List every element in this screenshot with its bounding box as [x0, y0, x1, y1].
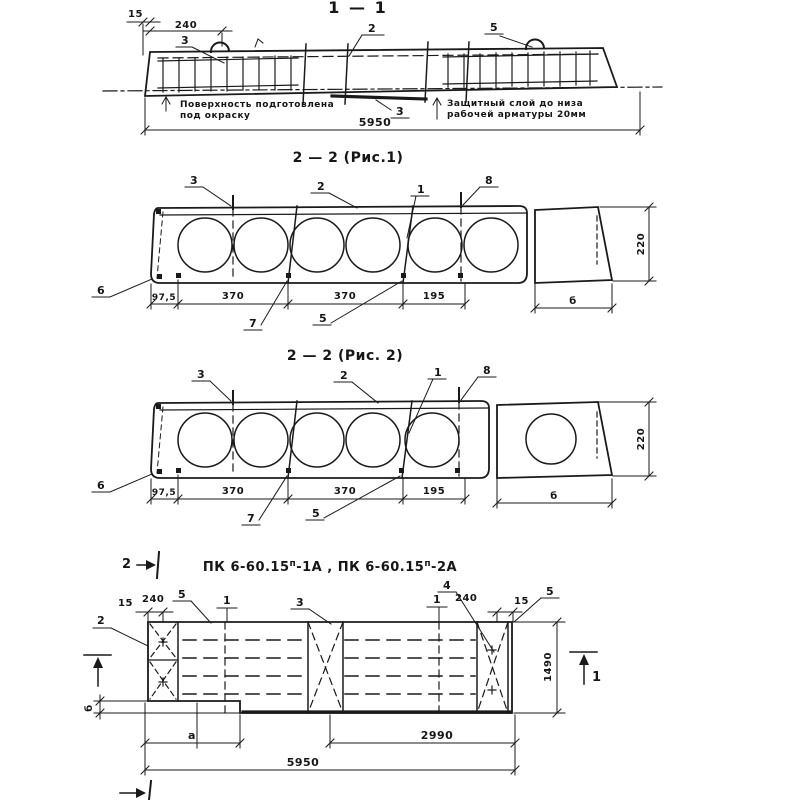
plan-dim-5950: 5950: [286, 756, 320, 769]
callout-3-left: 3: [181, 34, 190, 47]
note-cover-line1: Защитный слой до низа: [447, 99, 584, 109]
hollow-core-circle: [290, 413, 344, 467]
fig1-dim-370a: 370: [221, 291, 245, 302]
fig1-callout-8: 8: [485, 174, 494, 187]
fig1-anchor-dots: [157, 273, 463, 279]
hollow-core-circle: [346, 413, 400, 467]
plan-right-loop-column: [477, 622, 508, 713]
fig2-dim-370b: 370: [333, 486, 357, 497]
fig2-dim-195: 195: [422, 486, 446, 497]
fig1-dim-220: 220: [636, 232, 647, 256]
hollow-core-circle: [405, 413, 459, 467]
note-paint: [162, 97, 334, 121]
plan-dim-15-left: 15: [118, 598, 133, 609]
plan-middle-column: [308, 622, 343, 713]
callout-2: 2: [368, 22, 377, 35]
fig1-hollow-cores: [178, 218, 518, 272]
lifting-hook-right: [526, 40, 544, 49]
section-2-2-fig2-view: [92, 348, 656, 525]
fig2-height-dim: [599, 398, 656, 480]
fig2-dim-b: б: [550, 491, 558, 502]
hollow-core-circle: [234, 218, 288, 272]
section-1-1-title: 1 — 1: [328, 0, 388, 17]
fig1-dim-195: 195: [422, 291, 446, 302]
hollow-core-circle: [178, 413, 232, 467]
stirrups-right: [443, 51, 597, 87]
fig1-title: 2 — 2 (Рис.1): [292, 150, 404, 166]
plan-dim-240-left: 240: [142, 594, 165, 605]
fig2-title: 2 — 2 (Рис. 2): [286, 348, 404, 364]
fig1-callout-2: 2: [317, 180, 326, 193]
plan-callout-1-right: 1: [433, 593, 442, 606]
plan-dim-15-right: 15: [514, 596, 529, 607]
section-marker-2-label: 2: [122, 557, 132, 572]
plan-callout-5-right: 5: [546, 585, 555, 598]
callout-5: 5: [490, 21, 499, 34]
fig1-callout-6: 6: [97, 284, 106, 297]
fig2-anchor-dots: [157, 468, 460, 474]
fig1-height-dim: [600, 203, 656, 285]
note-cover-line2: рабочей арматуры 20мм: [447, 110, 587, 120]
joint-line: [402, 401, 412, 478]
fig2-hollow-cores: [178, 413, 459, 467]
plan-callout-1-left: 1: [223, 594, 232, 607]
hollow-core-circle: [346, 218, 400, 272]
plan-callout-2: 2: [97, 614, 106, 627]
section-2-2-fig1-view: [92, 150, 656, 330]
plan-title: ПК $6-60.15^п-1А$ , ПК $6-60.15^п-2А$: [202, 559, 458, 575]
fig1-dim-97-5: 97,5: [151, 293, 177, 303]
stirrups-left: [158, 56, 298, 92]
fig2-callout-1: 1: [434, 366, 443, 379]
plan-view: [83, 552, 602, 800]
fig1-dim-370b: 370: [333, 291, 357, 302]
hollow-core-circle: [234, 413, 288, 467]
hollow-core-circle: [408, 218, 462, 272]
hollow-core-circle: [178, 218, 232, 272]
fig2-end-piece: [497, 402, 612, 478]
fig2-callout-7: 7: [247, 512, 256, 525]
callout-3-bottom: 3: [396, 105, 405, 118]
section-marker-2-top: [122, 552, 159, 578]
fig1-callout-3: 3: [190, 174, 199, 187]
section-1-1-view: [103, 0, 662, 135]
plan-dim-b: б: [84, 704, 95, 712]
section-marker-1-label: 1: [592, 670, 602, 685]
fig2-callout-2: 2: [340, 369, 349, 382]
fig2-dim-97-5: 97,5: [151, 488, 177, 498]
hollow-core-circle: [526, 414, 576, 464]
plan-width-dim: [514, 618, 565, 717]
hollow-core-circle: [290, 218, 344, 272]
plan-dim-240-right: 240: [455, 593, 478, 604]
plan-dim-a: а: [188, 729, 196, 742]
plan-outline: [148, 622, 512, 713]
clamp-mark: [255, 39, 263, 47]
fig1-bottom-dims: [147, 280, 616, 313]
plan-dim-1490: 1490: [543, 652, 554, 682]
fig2-callout-8: 8: [483, 364, 492, 377]
fig2-callout-5: 5: [312, 507, 321, 520]
fig1-callout-1: 1: [417, 183, 426, 196]
dim-5950-label: 5950: [358, 116, 392, 129]
fig1-end-piece: [535, 207, 612, 283]
section-marker-2-bottom: [120, 781, 151, 800]
bottom-mesh-bar: [332, 96, 426, 99]
fig2-dim-370a: 370: [221, 486, 245, 497]
note-cover: [433, 98, 586, 120]
plan-notch-dim: [83, 695, 242, 719]
fig2-bottom-dims: [147, 475, 616, 508]
plan-dim-2990: 2990: [420, 729, 454, 742]
note-paint-line1: Поверхность подготовлена: [180, 100, 335, 110]
upper-mesh-line: [158, 54, 598, 58]
note-paint-line2: под окраску: [180, 111, 251, 121]
plan-callout-4: 4: [443, 579, 452, 592]
plan-callout-5-left: 5: [178, 588, 187, 601]
fig1-callout-7: 7: [249, 317, 258, 330]
fig2-dim-220: 220: [636, 427, 647, 451]
section-marker-left-arrow: [84, 655, 111, 686]
fig2-callout-6: 6: [97, 479, 106, 492]
section-marker-1-right: [570, 652, 602, 685]
fig1-dim-b: б: [569, 296, 577, 307]
dim-240-label: 240: [174, 20, 198, 31]
fig1-callout-5: 5: [319, 312, 328, 325]
hollow-core-circle: [464, 218, 518, 272]
plan-left-loop-block: [148, 622, 178, 701]
plan-callout-3: 3: [296, 596, 305, 609]
plan-dashed-rows: [183, 640, 475, 694]
fig2-callout-3: 3: [197, 368, 206, 381]
dim-15-label: 15: [128, 9, 143, 20]
